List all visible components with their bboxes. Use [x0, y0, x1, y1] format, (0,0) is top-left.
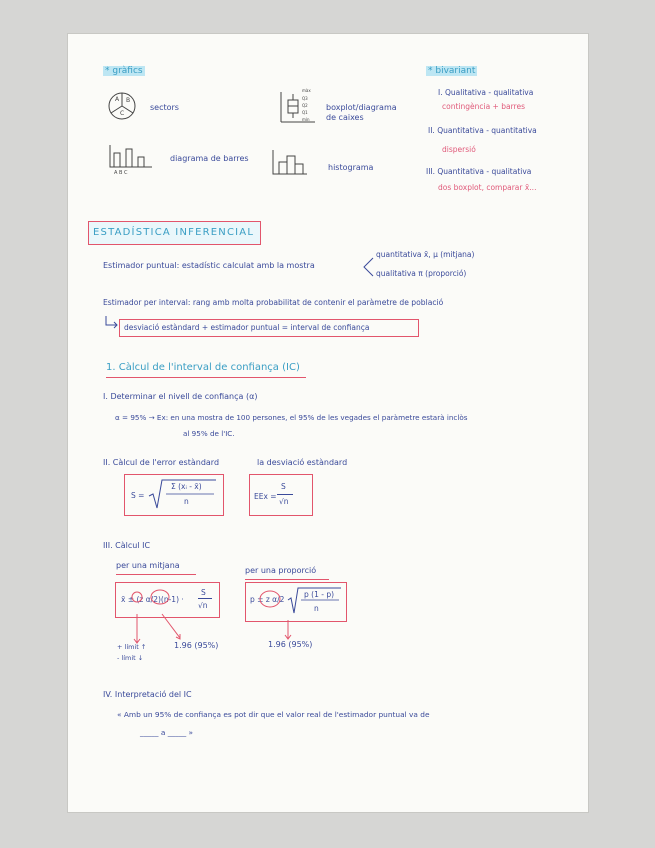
- arrow-icon: [104, 315, 120, 329]
- mitjana-frac-num: S: [201, 588, 206, 597]
- bivariant-ii-detail: dispersió: [442, 145, 476, 154]
- grafics-heading: * gràfics: [105, 66, 143, 76]
- barres-label: diagrama de barres: [170, 154, 249, 163]
- formula-circle-marks: [132, 589, 172, 607]
- step2-heading: II. Càlcul de l'error estàndard: [103, 458, 220, 467]
- eex-fraction-bar: [277, 494, 293, 495]
- bivariant-i-detail: contingència + barres: [442, 102, 525, 111]
- step3-heading: III. Càlcul IC: [103, 541, 151, 550]
- histogram-icon: [271, 148, 309, 176]
- bar-chart-icon: [108, 143, 154, 169]
- branch-bracket: [362, 256, 374, 278]
- boxplot-mark-min: mín: [302, 117, 310, 122]
- boxplot-label: boxplot/diagrama de caixes: [326, 103, 397, 122]
- step1-heading: I. Determinar el nivell de confiança (α): [103, 392, 258, 401]
- z-value-mitjana: 1.96 (95%): [174, 641, 219, 650]
- ic-title-underline: [106, 377, 306, 378]
- step2-desviacio: la desviació estàndard: [257, 458, 348, 467]
- bivariant-heading: * bivariant: [428, 66, 476, 76]
- proporcio-formula: p ± z α/2: [250, 595, 285, 604]
- proporcio-underline: [245, 579, 329, 580]
- ic-title: 1. Càlcul de l'interval de confiança (IC): [106, 362, 300, 373]
- pie-label-a: A: [115, 96, 120, 103]
- eex-num: S: [281, 482, 286, 491]
- pie-label-c: C: [120, 110, 125, 117]
- step1-example-end: al 95% de l'IC.: [183, 429, 235, 438]
- interval-formula: desviació estàndard + estimador puntual = interval de confiança: [124, 323, 370, 332]
- bivariant-iii-title: III. Quantitativa - qualitativa: [426, 167, 532, 176]
- s-formula-den: n: [184, 497, 189, 506]
- s-formula-lhs: S =: [131, 491, 145, 500]
- s-formula-num: Σ (xᵢ - x̄): [171, 482, 202, 491]
- inferencial-title: ESTADÍSTICA INFERENCIAL: [93, 227, 255, 238]
- limit-down: - límit ↓: [117, 654, 144, 662]
- estimador-interval: Estimador per interval: rang amb molta probabilitat de contenir el paràmetre de població: [103, 298, 444, 307]
- bar-axis-labels: A B C: [114, 170, 128, 176]
- mitjana-label: per una mitjana: [116, 561, 180, 570]
- sectors-label: sectors: [150, 103, 179, 112]
- qualitativa-label: qualitativa π (proporció): [376, 269, 467, 278]
- proporcio-frac-num: p (1 - p): [304, 590, 335, 599]
- pie-label-b: B: [126, 97, 131, 104]
- step1-example: α = 95% → Ex: en una mostra de 100 persones, el 95% de les vegades el paràmetre estarà inclòs: [115, 413, 468, 422]
- interpretacio-quote: « Amb un 95% de confiança es pot dir que el valor real de l'estimador puntual va de: [117, 710, 430, 719]
- mitjana-fraction-bar: [198, 598, 212, 599]
- boxplot-mark-max: màx: [302, 88, 311, 93]
- quantitativa-label: quantitativa x̄, μ (mitjana): [376, 250, 475, 259]
- estimador-puntual: Estimador puntual: estadístic calculat amb la mostra: [103, 261, 315, 270]
- mitjana-frac-den: √n: [198, 601, 208, 610]
- bivariant-i-title: I. Qualitativa - qualitativa: [438, 88, 534, 97]
- proporcio-frac-den: n: [314, 604, 319, 613]
- step4-heading: IV. Interpretació del IC: [103, 690, 192, 699]
- bivariant-iii-detail: dos boxplot, comparar x̄...: [438, 183, 537, 192]
- bivariant-ii-title: II. Quantitativa - quantitativa: [428, 126, 537, 135]
- mitjana-formula: x̄ ± (z α/2)(n-1) ·: [121, 595, 184, 604]
- boxplot-mark-q1: Q1: [302, 110, 308, 115]
- histograma-label: histograma: [328, 163, 374, 172]
- proporcio-label: per una proporció: [245, 566, 317, 575]
- pie-chart-icon: [108, 92, 138, 122]
- z-value-proporcio: 1.96 (95%): [268, 640, 313, 649]
- mitjana-underline: [116, 574, 196, 575]
- limit-up: + límit ↑: [117, 643, 147, 651]
- eex-den: √n: [279, 497, 289, 506]
- boxplot-icon: [279, 90, 317, 124]
- eex-lhs: EEx =: [254, 492, 277, 501]
- boxplot-mark-q2: Q2: [302, 103, 308, 108]
- interpretacio-quote-end: _____ a _____ »: [140, 728, 194, 737]
- boxplot-mark-q3: Q3: [302, 96, 308, 101]
